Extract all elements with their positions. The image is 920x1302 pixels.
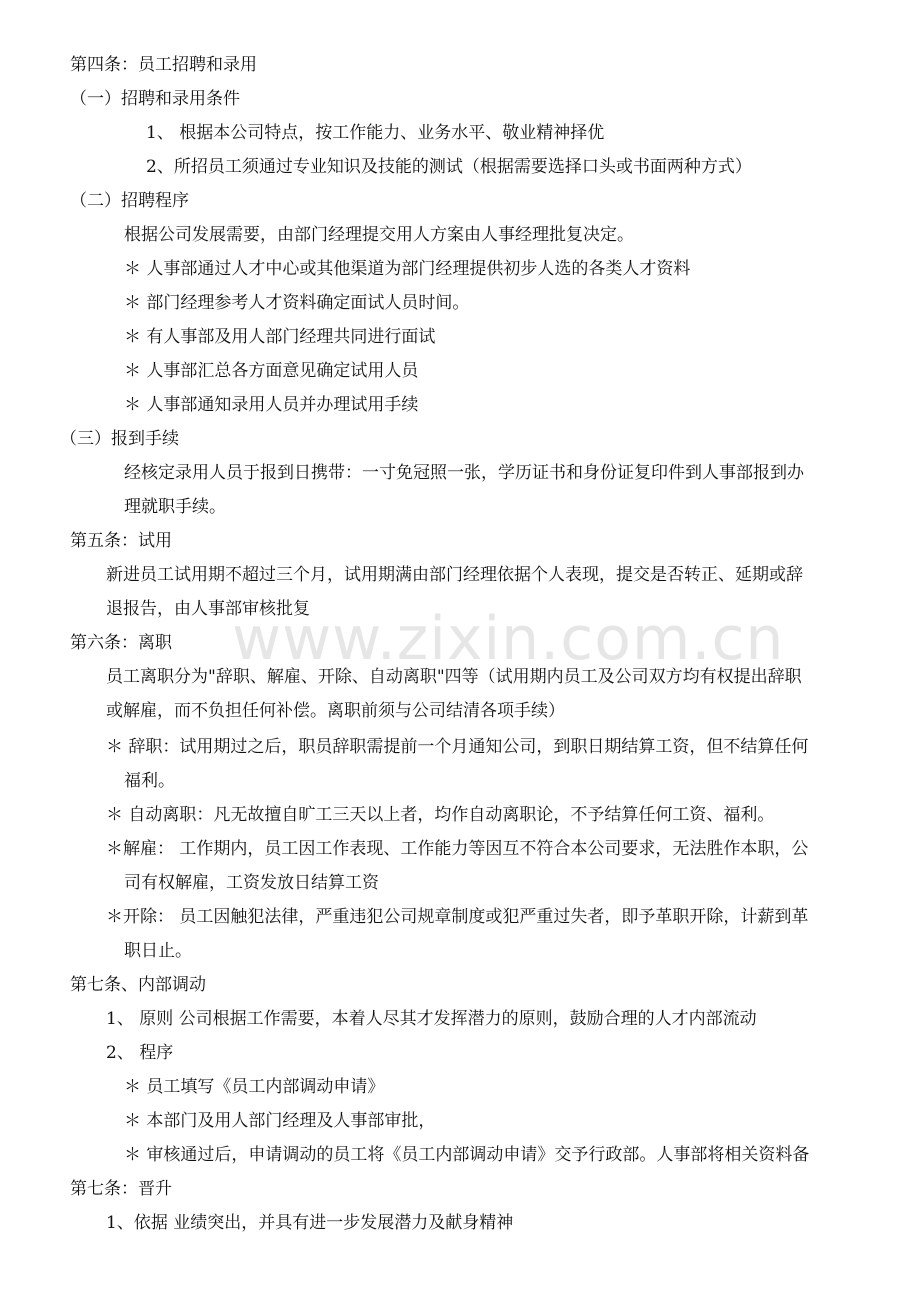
- article-7-heading: 第七条、内部调动: [70, 975, 206, 995]
- bullet-item: ＊ 部门经理参考人才资料确定面试人员时间。: [124, 293, 470, 313]
- list-item: 1、依据 业绩突出，并具有进一步发展潜力及献身精神: [106, 1213, 514, 1233]
- watermark: www.zixin.com.cn: [232, 604, 785, 674]
- paragraph: 经核定录用人员于报到日携带：一寸免冠照一张，学历证书和身份证复印件到人事部报到办: [124, 463, 804, 483]
- bullet-item: ＊ 有人事部及用人部门经理共同进行面试: [124, 327, 436, 347]
- article-4-heading: 第四条：员工招聘和录用: [70, 55, 257, 75]
- list-item: 1、 根据本公司特点，按工作能力、业务水平、敬业精神择优: [146, 123, 605, 143]
- paragraph-continuation: 或解雇，而不负担任何补偿。离职前须与公司结清各项手续）: [106, 701, 565, 721]
- bullet-item: ＊开除： 员工因触犯法律，严重违犯公司规章制度或犯严重过失者，即予革职开除，计薪到革: [106, 907, 809, 927]
- paragraph: 根据公司发展需要，由部门经理提交用人方案由人事经理批复决定。: [124, 225, 634, 245]
- section-heading: （三）报到手续: [60, 429, 179, 449]
- bullet-item: ＊ 本部门及用人部门经理及人事部审批，: [124, 1111, 436, 1131]
- bullet-item: ＊ 自动离职：凡无故擅自旷工三天以上者，均作自动离职论，不予结算任何工资、福利。: [106, 805, 775, 825]
- paragraph-continuation: 退报告，由人事部审核批复: [106, 599, 310, 619]
- section-heading: （一）招聘和录用条件: [70, 89, 240, 109]
- bullet-continuation: 职日止。: [124, 941, 192, 961]
- list-item: 2、所招员工须通过专业知识及技能的测试（根据需要选择口头或书面两种方式）: [146, 157, 752, 177]
- bullet-item: ＊ 辞职：试用期过之后，职员辞职需提前一个月通知公司，到职日期结算工资，但不结算任何: [106, 737, 809, 757]
- bullet-item: ＊ 审核通过后，申请调动的员工将《员工内部调动申请》交予行政部。人事部将相关资料备: [124, 1145, 810, 1165]
- bullet-item: ＊ 人事部通知录用人员并办理试用手续: [124, 395, 419, 415]
- bullet-item: ＊解雇： 工作期内，员工因工作表现、工作能力等因互不符合本公司要求，无法胜作本职，公: [106, 839, 809, 859]
- bullet-continuation: 福利。: [124, 771, 175, 791]
- list-item: 2、 程序: [106, 1043, 174, 1063]
- article-6-heading: 第六条：离职: [70, 633, 172, 653]
- paragraph-continuation: 理就职手续。: [124, 497, 226, 517]
- article-7-promotion-heading: 第七条：晋升: [70, 1179, 172, 1199]
- bullet-item: ＊ 员工填写《员工内部调动申请》: [124, 1077, 385, 1097]
- article-5-heading: 第五条：试用: [70, 531, 172, 551]
- paragraph: 员工离职分为"辞职、解雇、开除、自动离职"四等（试用期内员工及公司双方均有权提出辞职: [106, 667, 802, 687]
- bullet-item: ＊ 人事部汇总各方面意见确定试用人员: [124, 361, 419, 381]
- bullet-item: ＊ 人事部通过人才中心或其他渠道为部门经理提供初步人选的各类人才资料: [124, 259, 691, 279]
- section-heading: （二）招聘程序: [70, 191, 189, 211]
- bullet-continuation: 司有权解雇，工资发放日结算工资: [124, 873, 379, 893]
- paragraph: 新进员工试用期不超过三个月，试用期满由部门经理依据个人表现，提交是否转正、延期或辞: [106, 565, 803, 585]
- list-item: 1、 原则 公司根据工作需要，本着人尽其才发挥潜力的原则，鼓励合理的人才内部流动: [106, 1009, 757, 1029]
